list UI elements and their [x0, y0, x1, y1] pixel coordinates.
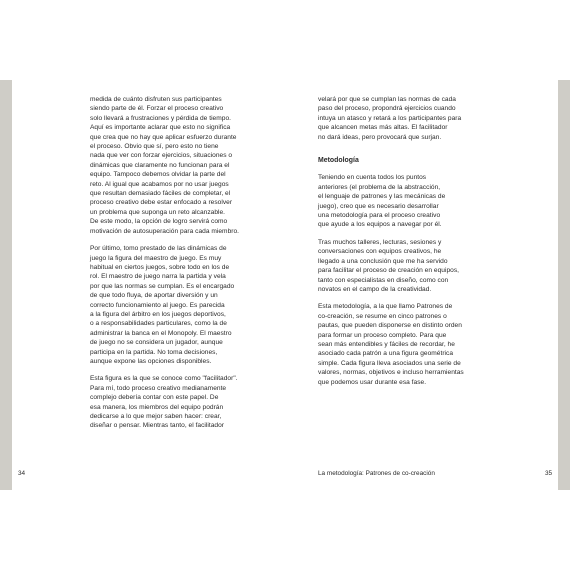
- left-paragraph: Esta figura es la que se conoce como "facilitador". Para mí, todo proceso creativo medianamente complejo debería contar con este papel. De esa manera, los miembros del equipo podrán dedicarse a lo que mejor saben hacer: crear, diseñar o pensar. Mientras tanto, el facilitador: [90, 375, 238, 430]
- left-paragraph: medida de cuánto disfruten sus participantes siendo parte de él. Forzar el proceso creativo solo llevará a frustraciones y pérdida de tiempo. Aquí es importante aclarar que esto no significa que crea que no hay que aplicar esfuerzo durante el proceso. Obvio que sí, pero esto no tiene nada que ver con forzar ejercicios, situaciones o dinámicas que claramente no funcionan para el equipo. Tampoco debemos olvidar la parte del reto. Al igual que acabamos por no usar juegos que resultan demasiado fáciles de completar, el proceso creativo debe estar enfocado a resolver un problema que suponga un reto alcanzable. De este modo, la opción de logro servirá como motivación de autosuperación para cada miembro.: [90, 96, 240, 235]
- right-page-number: 35: [545, 470, 553, 477]
- left-page-text-column: [90, 95, 260, 431]
- running-footer: La metodología: Patrones de co-creación: [318, 470, 435, 477]
- right-paragraph: Teniendo en cuenta todos los puntos anteriores (el problema de la abstracción, el lenguaje de patrones y las mecánicas de juego), creo que es necesario desarrollar una metodología para el proceso creativo que ayude a los equipos a navegar por él.: [318, 174, 446, 229]
- left-page-number: 34: [18, 470, 26, 477]
- section-heading: Metodología: [318, 157, 359, 165]
- right-paragraph: Esta metodología, a la que llamo Patrones de co-creación, se resume en cinco patrones o pautas, que pueden disponerse en distinto orden para formar un proceso completo. Para que sean más entendibles y fáciles de recordar, he asociado cada patrón a una figura geométrica simple. Cada figura lleva asociados una serie de valores, normas, objetivos e incluso herramientas que podemos usar durante esa fase.: [318, 303, 464, 386]
- right-paragraph: Tras muchos talleres, lecturas, sesiones y conversaciones con equipos creativos, he llegado a una conclusión que me ha servido para facilitar el proceso de creación en equipos, tanto con especialistas en diseño, como con novatos en el campo de la creatividad.: [318, 238, 459, 293]
- right-intro-paragraph: velará por que se cumplan las normas de cada paso del proceso, propondrá ejercicios cuando intuya un atasco y retará a los participantes para que alcancen metas más altas. El facilitador no dará ideas, pero provocará que surjan.: [318, 96, 462, 141]
- left-paragraph: Por último, tomo prestado de las dinámicas de juego la figura del maestro de juego. Es muy habitual en ciertos juegos, sobre todo en los de rol. El maestro de juego narra la partida y vela por que las normas se cumplan. Es el encargado de que todo fluya, de aportar diversión y un correcto funcionamiento al juego. Es parecida a la figura del árbitro en los juegos deportivos, o a responsabilidades particulares, como la de administrar la banca en el Monopoly. El maestro de juego no se considera un jugador, aunque participa en la partida. No toma decisiones, aunque expone las opciones disponibles.: [90, 245, 235, 365]
- right-page-text-column: [318, 95, 486, 387]
